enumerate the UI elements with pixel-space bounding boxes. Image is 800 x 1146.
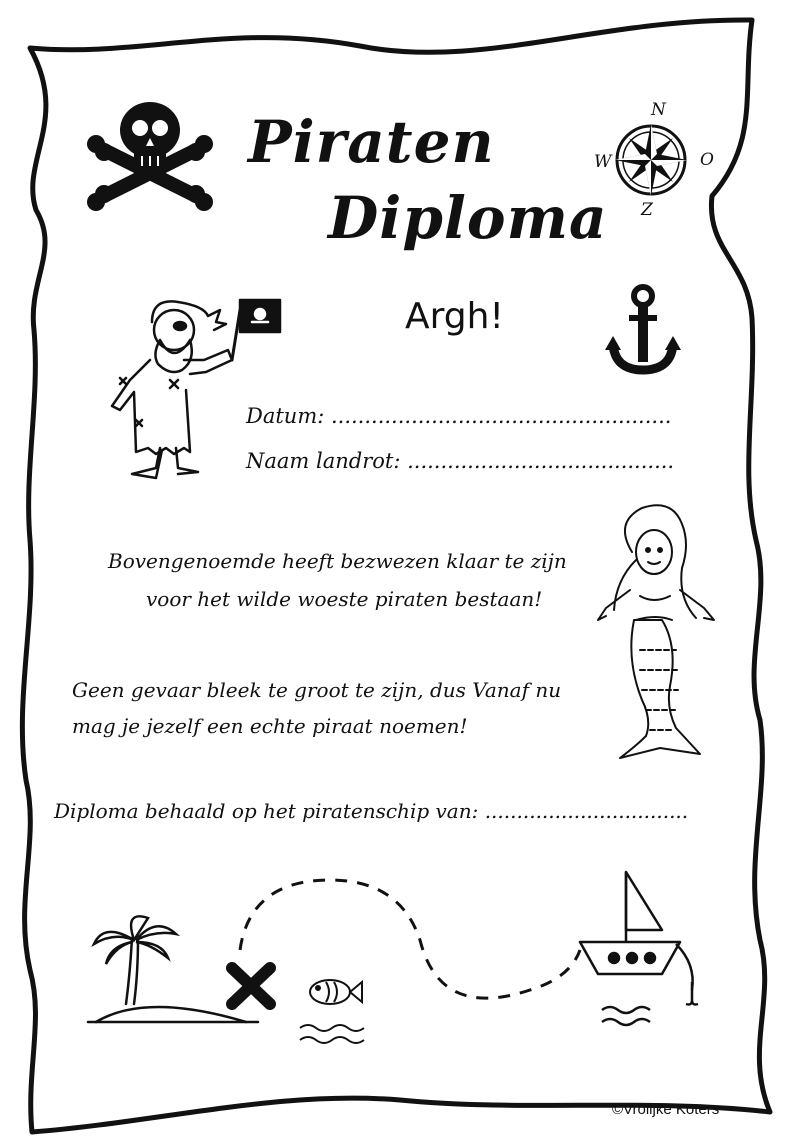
datum-fill-line: ................................................... xyxy=(330,404,672,428)
naam-field xyxy=(246,449,674,473)
argh-exclamation: Argh! xyxy=(405,296,504,337)
compass-east-label: O xyxy=(700,150,714,170)
sailboat-illustration xyxy=(580,872,698,1025)
paragraph-1-line-1: Bovengenoemde heeft bezwezen klaar te zijn xyxy=(108,549,567,573)
ship-field xyxy=(54,799,688,823)
naam-fill-line: ........................................ xyxy=(407,449,675,473)
compass-west-label: W xyxy=(594,152,612,172)
title-line-1: Piraten xyxy=(248,108,495,176)
mermaid-illustration xyxy=(598,505,714,758)
paragraph-2-line-1: Geen gevaar bleek te groot te zijn, dus Vanaf nu xyxy=(72,678,562,702)
datum-field xyxy=(246,404,671,428)
paragraph-2-line-2: mag je jezelf een echte piraat noemen! xyxy=(72,714,468,738)
skull-crossbones-icon xyxy=(87,102,213,211)
compass-rose-icon xyxy=(615,124,687,196)
paragraph-1-line-2: voor het wilde woeste piraten bestaan! xyxy=(146,587,543,611)
treasure-x-icon xyxy=(232,968,270,1004)
compass-south-label: Z xyxy=(641,200,653,220)
ship-label: Diploma behaald op het piratenschip van: xyxy=(54,799,485,823)
datum-label: Datum: xyxy=(246,404,331,428)
copyright-notice: ©Vrolijke Koters xyxy=(612,1101,720,1118)
anchor-icon xyxy=(605,287,681,370)
naam-label: Naam landrot: xyxy=(246,449,408,473)
treasure-map-path xyxy=(240,880,580,998)
fish-illustration xyxy=(300,980,364,1043)
ship-fill-line: ................................ xyxy=(484,799,689,823)
title-line-2: Diploma xyxy=(328,184,608,252)
compass-north-label: N xyxy=(651,100,666,120)
